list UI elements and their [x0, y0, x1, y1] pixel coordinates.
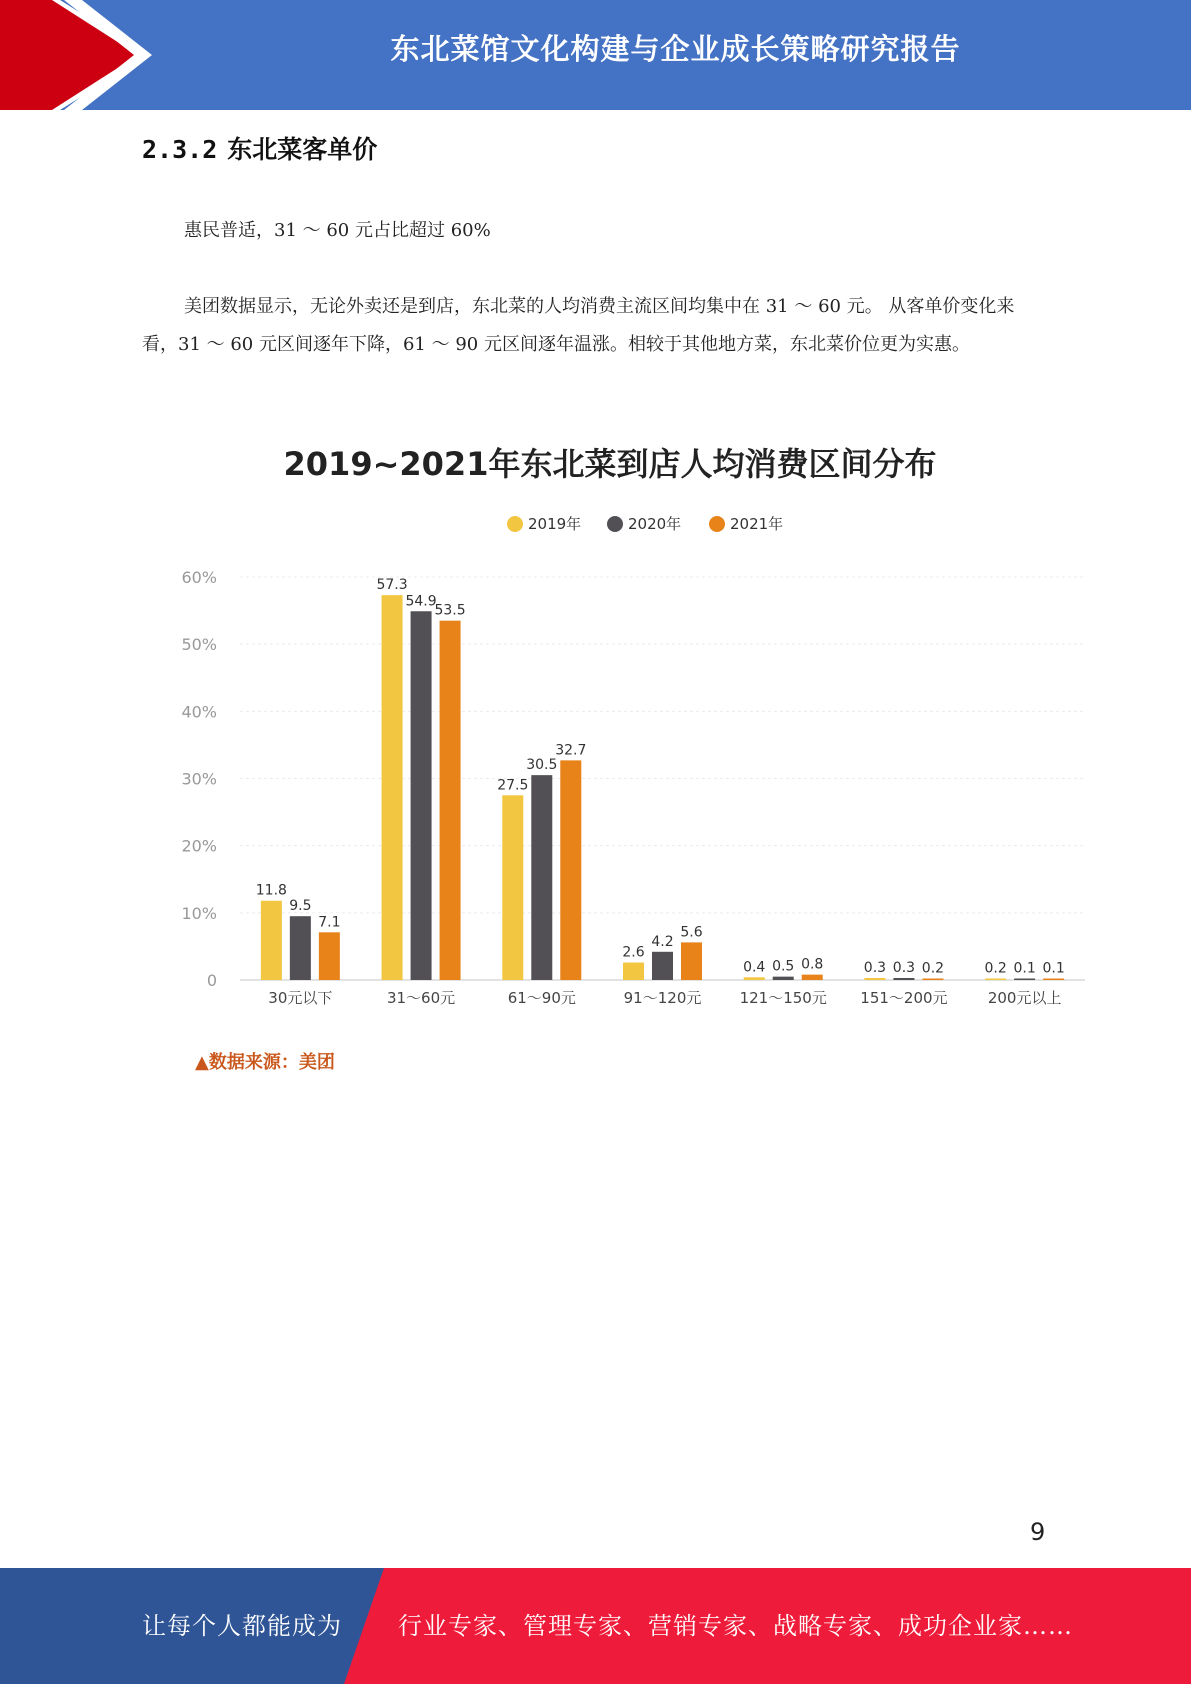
paragraph-body: 美团数据显示，无论外卖还是到店，东北菜的人均消费主流区间均集中在 31 ～ 60 元。 从客单价变化来看，31 ～ 60 元区间逐年下降，61 ～ 90 元区间逐年温涨。相较于其他地方菜，东北菜价位更为实惠。 — [142, 296, 1015, 355]
bar — [922, 979, 943, 981]
bar-value-label: 9.5 — [289, 898, 312, 915]
bar-value-label: 0.4 — [743, 959, 766, 976]
x-category-label: 121～150元 — [739, 989, 827, 1007]
page-footer — [0, 1568, 1191, 1684]
y-tick-label: 30% — [181, 769, 217, 789]
bar — [290, 916, 311, 980]
bar-value-label: 30.5 — [526, 757, 558, 774]
header-chevron-icon — [0, 0, 160, 110]
x-category-label: 151～200元 — [860, 989, 948, 1007]
bar — [802, 975, 823, 980]
bar-value-label: 0.5 — [772, 958, 795, 975]
y-tick-label: 40% — [181, 702, 217, 722]
chart-bars — [261, 595, 1064, 980]
page-number: 9 — [1030, 1518, 1046, 1546]
bar — [560, 760, 581, 980]
bar-value-label: 2.6 — [622, 944, 645, 961]
page-header — [0, 0, 1191, 110]
bar — [985, 979, 1006, 981]
bar-value-label: 0.8 — [801, 956, 824, 973]
bar-value-label: 0.2 — [921, 960, 945, 977]
bar-chart — [180, 430, 1100, 1080]
legend-marker — [709, 516, 725, 532]
chart-category-labels — [268, 989, 1061, 1007]
section-title: 东北菜客单价 — [227, 135, 378, 164]
bar — [623, 963, 644, 980]
bar — [893, 978, 914, 980]
bar-value-label: 0.1 — [1013, 960, 1036, 977]
section-number: 2.3.2 — [142, 135, 218, 164]
bar — [681, 942, 702, 980]
bar-value-label: 0.3 — [863, 959, 887, 976]
y-tick-label: 10% — [181, 903, 217, 923]
bar-value-label: 53.5 — [434, 602, 466, 619]
x-category-label: 31～60元 — [386, 989, 456, 1007]
bar — [382, 595, 403, 980]
paragraph-summary: 惠民普适，31 ～ 60 元占比超过 60% — [184, 220, 491, 241]
bar — [773, 977, 794, 980]
bar — [319, 932, 340, 980]
bar-value-label: 54.9 — [405, 593, 437, 610]
x-category-label: 91～120元 — [623, 989, 702, 1007]
chart-value-labels — [256, 577, 1065, 976]
section-heading — [142, 130, 377, 166]
bar — [531, 775, 552, 980]
chart-canvas — [180, 430, 1100, 1030]
bar-value-label: 0.3 — [892, 959, 916, 976]
chart-grid — [181, 568, 1085, 990]
y-tick-label: 60% — [181, 568, 217, 587]
legend-label: 2020年 — [628, 515, 682, 533]
bar-value-label: 11.8 — [255, 882, 287, 899]
bar — [411, 611, 432, 980]
bar — [502, 795, 523, 980]
bar-value-label: 57.3 — [376, 577, 408, 594]
legend-marker — [607, 516, 623, 532]
bar — [261, 901, 282, 980]
legend-marker — [507, 516, 523, 532]
bar-value-label: 4.2 — [651, 933, 674, 950]
bar — [744, 977, 765, 980]
bar-value-label: 7.1 — [318, 914, 341, 931]
bar — [1014, 979, 1035, 981]
bar-value-label: 0.2 — [984, 960, 1007, 977]
y-tick-label: 50% — [181, 635, 217, 655]
bar — [1043, 979, 1064, 981]
bar-value-label: 32.7 — [555, 742, 587, 759]
x-category-label: 200元以上 — [987, 989, 1062, 1007]
x-category-label: 30元以下 — [268, 989, 333, 1007]
bar — [440, 621, 461, 980]
y-tick-label: 0 — [206, 971, 217, 990]
report-title: 东北菜馆文化构建与企业成长策略研究报告 — [390, 32, 961, 66]
bar-value-label: 27.5 — [497, 777, 529, 794]
legend-label: 2021年 — [730, 515, 784, 533]
bar — [864, 978, 885, 980]
legend-label: 2019年 — [528, 515, 582, 533]
y-tick-label: 20% — [181, 836, 217, 856]
bar — [652, 952, 673, 980]
bar-value-label: 0.1 — [1042, 960, 1065, 977]
chart-legend — [507, 515, 783, 533]
chart-title: 2019~2021年东北菜到店人均消费区间分布 — [283, 445, 937, 483]
footer-slogan-right: 行业专家、管理专家、营销专家、战略专家、成功企业家…… — [398, 1612, 1073, 1640]
bar-value-label: 5.6 — [680, 924, 703, 941]
data-source: ▲数据来源：美团 — [195, 1052, 335, 1073]
x-category-label: 61～90元 — [507, 989, 576, 1007]
footer-slogan-left: 让每个人都能成为 — [142, 1612, 342, 1640]
